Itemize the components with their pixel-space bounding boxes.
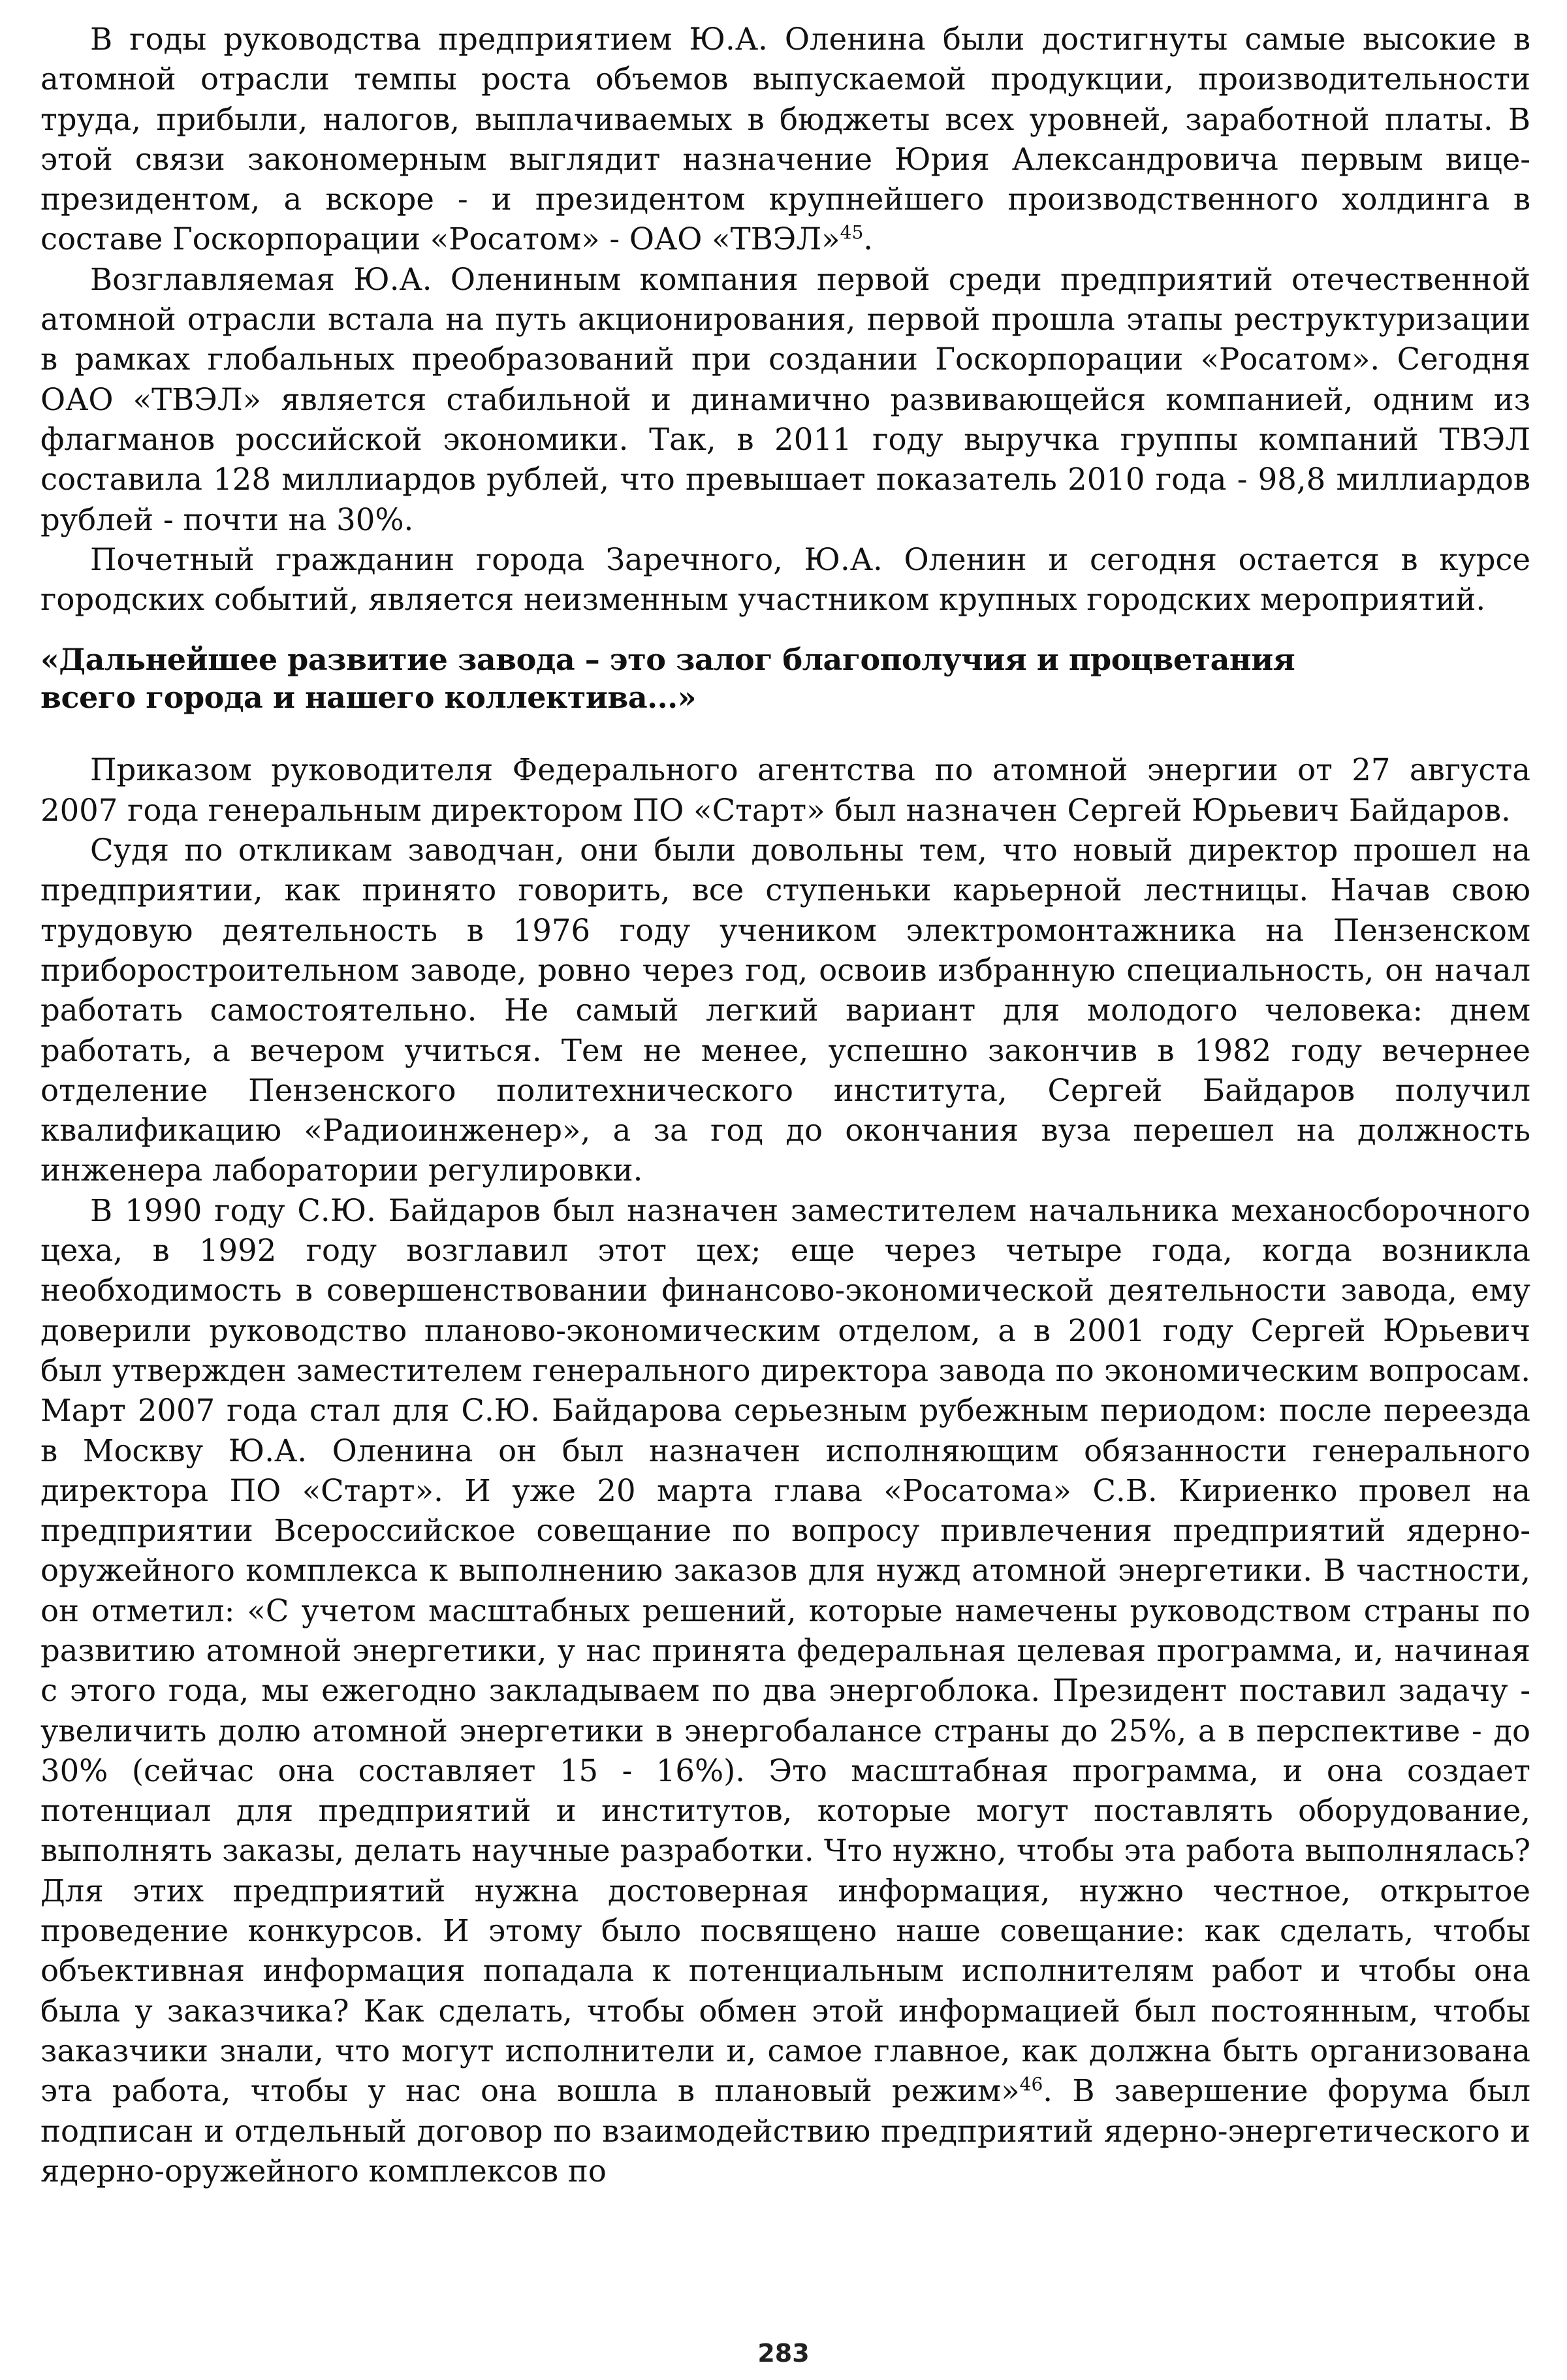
paragraph-6: В 1990 году С.Ю. Байдаров был назначен заместителем начальника механосборочного цеха, в 1992 году возглавил этот цех; еще через четыре года, когда возникла необходимость в совершенствовании финансово-экономической деятельности завода, ему доверили руководство планово-экономическим отделом, а в 2001 году Сергей Юрьевич был утвержден заместителем генерального директора завода по экономическим вопросам. Март 2007 года стал для С.Ю. Байдарова серьезным рубежным периодом: после переезда в Москву Ю.А. Оленина он был назначен исполняющим обязанности генерального директора ПО «Старт». И уже 20 марта глава «Росатома» С.В. Кириенко провел на предприятии Всероссийское совещание по вопросу привлечения предприятий ядерно-оружейного комплекса к выполнению заказов для нужд атомной энергетики. В частности, он отметил: «С учетом масштабных решений, которые намечены руководством страны по развитию атомной энергетики, у нас принята федеральная целевая программа, и, начиная с этого года, мы ежегодно закладываем по два энергоблока. Президент поставил задачу - увеличить долю атомной энергетики в энергобалансе страны до 25%, а в перспективе - до 30% (сейчас она составляет 15 - 16%). Это масштабная программа, и она создает потенциал для предприятий и институтов, которые могут поставлять оборудование, выполнять заказы, делать научные разработки. Что нужно, чтобы эта работа выполнялась? Для этих предприятий нужна достоверная информация, нужно честное, открытое проведение конкурсов. И этому было посвящено наше совещание: как сделать, чтобы объективная информация попадала к потенциальным исполнителям работ и чтобы она была у заказчика? Как сделать, чтобы обмен этой информацией был постоянным, чтобы заказчики знали, что могут исполнители и, самое главное, как должна быть организована эта работа, чтобы у нас она вошла в плановый режим»$^{46}$. В завершение форума был подписан и отдельный договор по взаимодействию предприятий ядерно-энергетического и ядерно-оружейного комплексов по	[40, 1192, 1530, 2189]
paragraph-2: Возглавляемая Ю.А. Олениным компания первой среди предприятий отечественной атомной отрасли встала на путь акционирования, первой прошла этапы реструктуризации в рамках глобальных преобразований при создании Госкорпорации «Росатом». Сегодня ОАО «ТВЭЛ» является стабильной и динамично развивающейся компанией, одним из флагманов российской экономики. Так, в 2011 году выручка группы компаний ТВЭЛ составила 128 миллиардов рублей, что превышает показатель 2010 года - 98,8 миллиардов рублей - почти на 30%.	[40, 261, 1530, 537]
paragraph-1: В годы руководства предприятием Ю.А. Оленина были достигнуты самые высокие в атомной отрасли темпы роста объемов выпускаемой продукции, производительности труда, прибыли, налогов, выплачиваемых в бюджеты всех уровней, заработной платы. В этой связи закономерным выглядит назначение Юрия Александровича первым вице-президентом, а вскоре - и президентом крупнейшего производственного холдинга в составе Госкорпорации «Росатом» - ОАО «ТВЭЛ»$^{45}$.	[40, 22, 1530, 257]
document-page	[40, 20, 1530, 2344]
section-heading-line-1: «Дальнейшее развитие завода – это залог благополучия и процветания	[40, 642, 1295, 678]
paragraph-3: Почетный гражданин города Заречного, Ю.А. Оленин и сегодня остается в курсе городских событий, является неизменным участником крупных городских мероприятий.	[40, 541, 1530, 618]
paragraph-5: Судя по откликам заводчан, они были довольны тем, что новый директор прошел на предприятии, как принято говорить, все ступеньки карьерной лестницы. Начав свою трудовую деятельность в 1976 году учеником электромонтажника на Пензенском приборостроительном заводе, ровно через год, освоив избранную специальность, он начал работать самостоятельно. Не самый легкий вариант для молодого человека: днем работать, а вечером учиться. Тем не менее, успешно закончив в 1982 году вечернее отделение Пензенского политехнического института, Сергей Байдаров получил квалификацию «Радиоинженер», а за год до окончания вуза перешел на должность инженера лаборатории регулировки.	[40, 833, 1530, 1188]
section-heading	[40, 641, 1530, 716]
section-heading-line-2: всего города и нашего коллектива...»	[40, 680, 696, 716]
paragraph-4: Приказом руководителя Федерального агентства по атомной энергии от 27 августа 2007 года генеральным директором ПО «Старт» был назначен Сергей Юрьевич Байдаров.	[40, 752, 1530, 828]
footnote-ref-46[interactable]: 46	[1019, 2073, 1043, 2095]
page-number: 283	[757, 2339, 810, 2368]
footnote-ref-45[interactable]: 45	[840, 221, 864, 244]
